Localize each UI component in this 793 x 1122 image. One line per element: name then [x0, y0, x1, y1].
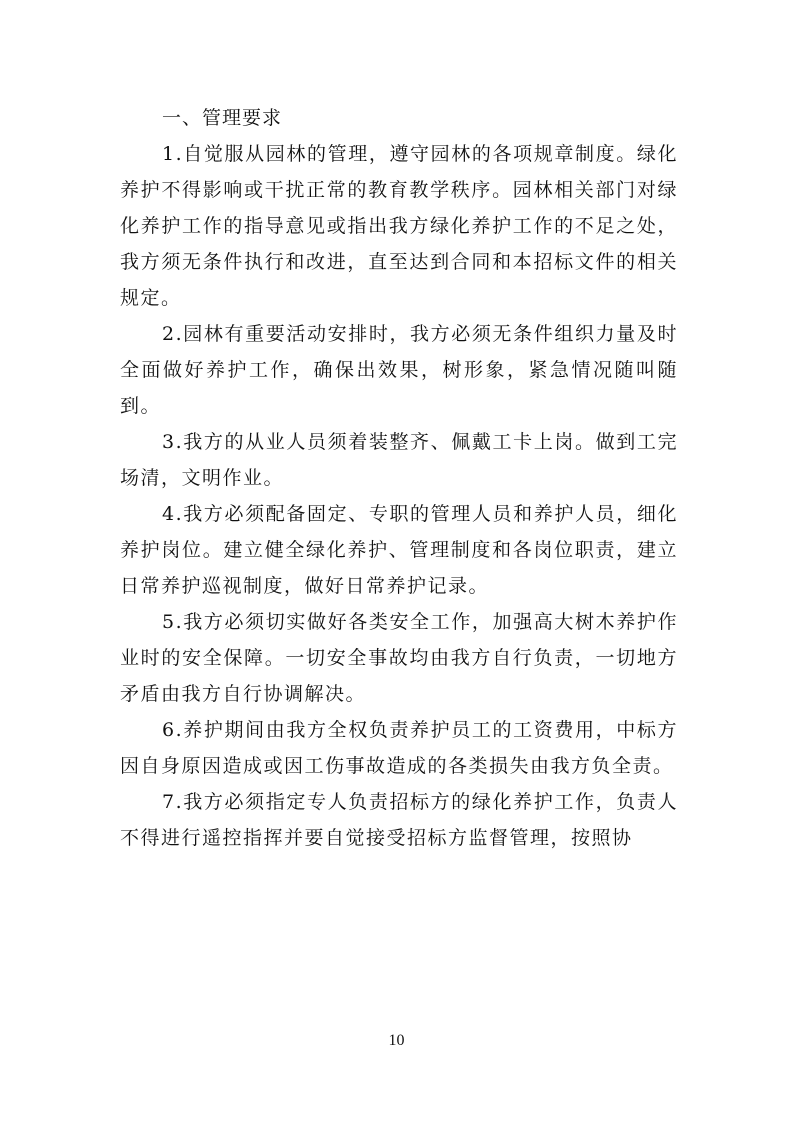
page-number: 10	[388, 1032, 405, 1049]
paragraph-2: 2.园林有重要活动安排时，我方必须无条件组织力量及时全面做好养护工作，确保出效果，树形象，紧急情况随叫随到。	[120, 323, 678, 417]
paragraph-1: 1.自觉服从园林的管理，遵守园林的各项规章制度。绿化养护不得影响或干扰正常的教育教学秩序。园林相关部门对绿化养护工作的指导意见或指出我方绿化养护工作的不足之处，我方须无条件执行和改进，直至达到合同和本招标文件的相关规定。	[120, 143, 678, 309]
page-content	[120, 100, 678, 856]
paragraph-5: 5.我方必须切实做好各类安全工作，加强高大树木养护作业时的安全保障。一切安全事故均由我方自行负责，一切地方矛盾由我方自行协调解决。	[120, 611, 678, 705]
paragraph-7: 7.我方必须指定专人负责招标方的绿化养护工作，负责人不得进行遥控指挥并要自觉接受招标方监督管理，按照协	[120, 791, 678, 849]
paragraph-6: 6.养护期间由我方全权负责养护员工的工资费用，中标方因自身原因造成或因工伤事故造成的各类损失由我方负全责。	[120, 719, 678, 777]
section-heading: 一、管理要求	[162, 107, 283, 129]
paragraph-3: 3.我方的从业人员须着装整齐、佩戴工卡上岗。做到工完场清，文明作业。	[120, 431, 678, 489]
paragraph-4: 4.我方必须配备固定、专职的管理人员和养护人员，细化养护岗位。建立健全绿化养护、管理制度和各岗位职责，建立日常养护巡视制度，做好日常养护记录。	[120, 503, 678, 597]
